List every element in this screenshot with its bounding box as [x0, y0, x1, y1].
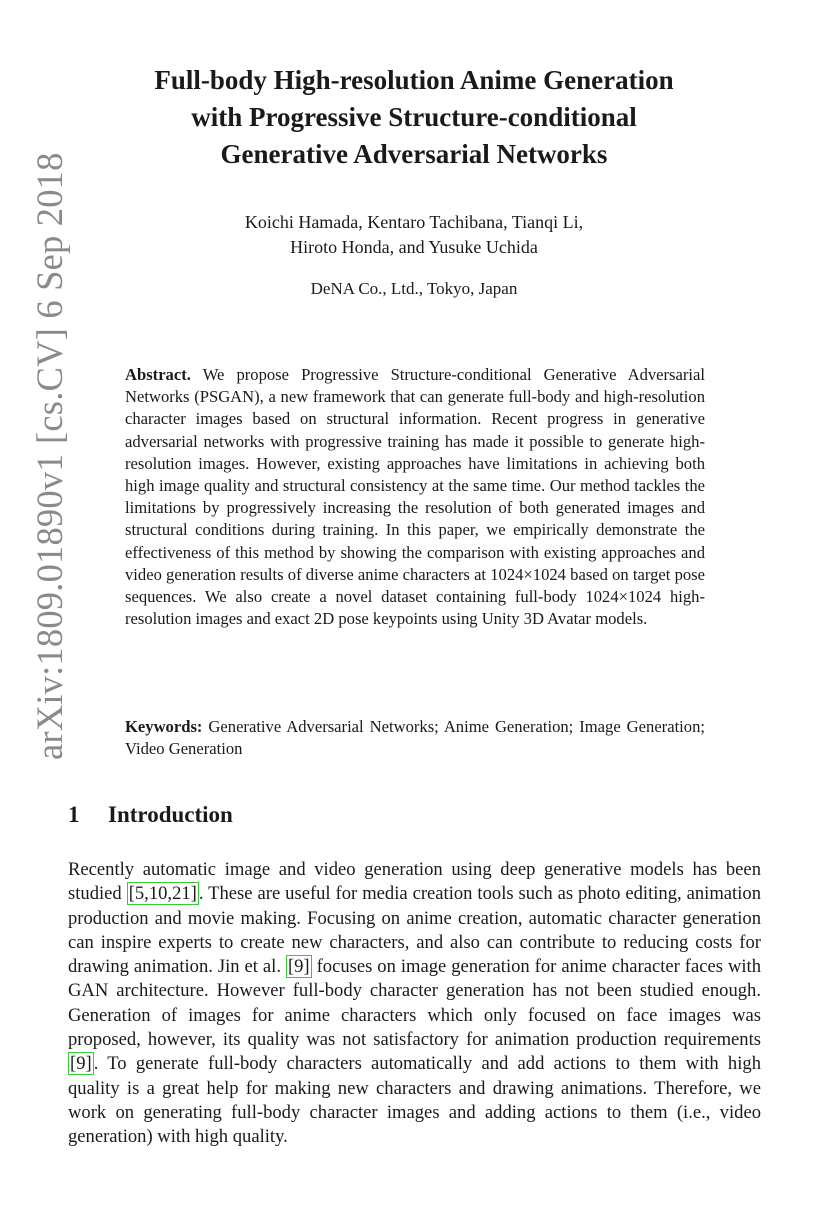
citation-link[interactable]: [5,10,21] — [128, 883, 197, 905]
title-line: with Progressive Structure-conditional — [191, 102, 637, 132]
author-line: Koichi Hamada, Kentaro Tachibana, Tianqi Li, — [244, 212, 584, 232]
intro-text: focuses on image generation for anime character faces with GAN architecture. However full-body character generation has not been studied enough. Generation of images for anime characters which only focused on face images was proposed, however, its quality was not satisfactory for animation production requirements — [68, 956, 761, 1051]
title-line: Generative Adversarial Networks — [220, 139, 608, 169]
introduction-paragraph — [68, 858, 761, 1150]
keywords-label: Keywords: — [125, 717, 203, 736]
section-heading — [68, 802, 233, 828]
paper-title — [80, 62, 748, 173]
section-title: Introduction — [108, 802, 233, 827]
abstract-text: We propose Progressive Structure-conditional Generative Adversarial Networks (PSGAN), a new framework that can generate full-body and high-resolution character images based on structural information. Recent progress in generative adversarial networks with progressive training has made it possible to generate high-resolution images. However, existing approaches have limitations in achieving both high image quality and structural consistency at the same time. Our method tackles the limitations by progressively increasing the resolution of both generated images and structural conditions during training. In this paper, we empirically demonstrate the effectiveness of this method by showing the comparison with existing approaches and video generation results of diverse anime characters at 1024×1024 based on target pose sequences. We also create a novel dataset containing full-body 1024×1024 high-resolution images and exact 2D pose keypoints using Unity 3D Avatar models. — [125, 365, 705, 629]
section-number: 1 — [68, 802, 80, 827]
intro-text: . These are useful for media creation tools such as photo editing, animation production and movie making. Focusing on anime creation, automatic character generation can inspire experts to create new characters, and also can contribute to reducing costs for drawing animation. Jin et al. — [68, 883, 761, 978]
keywords-text: Generative Adversarial Networks; Anime Generation; Image Generation; Video Generation — [125, 717, 706, 759]
affiliation: DeNA Co., Ltd., Tokyo, Japan — [310, 279, 518, 298]
intro-text: Recently automatic image and video generation using deep generative models has been studied — [68, 859, 761, 905]
abstract-label: Abstract. — [125, 365, 191, 384]
intro-text: . To generate full-body characters automatically and add actions to them with high quality is a great help for making new characters and drawing animations. Therefore, we work on generating full-body character images and adding actions to them (i.e., video generation) with high quality. — [68, 1053, 761, 1148]
arxiv-identifier-stamp: arXiv:1809.01890v1 [cs.CV] 6 Sep 2018 — [29, 152, 70, 760]
citation-link[interactable]: [9] — [70, 1053, 92, 1075]
author-line: Hiroto Honda, and Yusuke Uchida — [290, 236, 538, 257]
citation-link[interactable]: [9] — [287, 956, 310, 978]
abstract — [125, 364, 705, 630]
keywords — [125, 716, 705, 760]
author-list — [80, 210, 748, 259]
title-line: Full-body High-resolution Anime Generation — [154, 65, 674, 95]
